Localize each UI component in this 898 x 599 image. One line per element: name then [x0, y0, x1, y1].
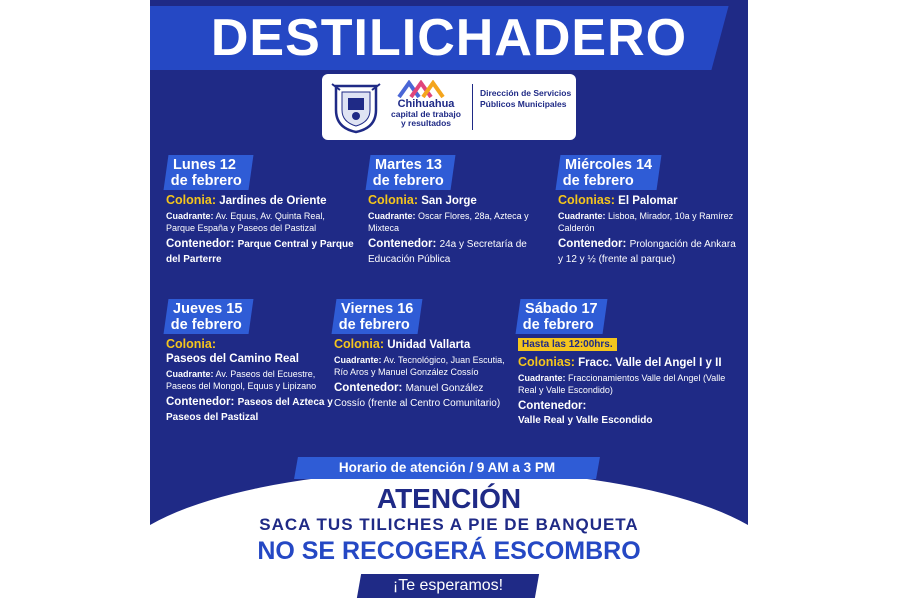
poster: [150, 0, 748, 599]
cuadrante-label: Cuadrante:: [558, 211, 606, 221]
warning-text: NO SE RECOGERÁ ESCOMBRO: [257, 537, 641, 565]
cuadrante-value: Av. Equus, Av. Quinta Real, Parque España y Paseos del Pastizal: [166, 211, 325, 233]
cuadrante-value: Lisboa, Mirador, 10a y Ramírez Calderón: [558, 211, 734, 233]
contenedor-label: Contenedor:: [518, 400, 587, 412]
cuadrante-value: Av. Paseos del Ecuestre, Paseos del Mongol, Equus y Lipizano: [166, 369, 317, 391]
cuadrante-value: Oscar Flores, 28a, Azteca y Mixteca: [368, 211, 529, 233]
contenedor-label: Contenedor:: [166, 396, 235, 408]
date-day: Miércoles 14: [565, 157, 653, 173]
day-block-martes: [368, 155, 548, 267]
date-day: Sábado 17: [525, 301, 598, 317]
day-block-viernes: [334, 299, 514, 411]
date-month: de febrero: [338, 317, 410, 333]
date-day: Lunes 12: [173, 157, 236, 173]
logo-box: [322, 74, 576, 140]
hours-text: Horario de atención / 9 AM a 3 PM: [338, 460, 556, 475]
contenedor-value: 24a y Secretaría de Educación Pública: [368, 239, 527, 265]
colonia-label: Colonia:: [368, 193, 418, 207]
colonia-value: San Jorge: [421, 195, 477, 207]
contenedor-label: Contenedor:: [558, 238, 627, 250]
cuadrante-label: Cuadrante:: [368, 211, 416, 221]
cuadrante-label: Cuadrante:: [166, 369, 214, 379]
closing-text: ¡Te esperamos!: [392, 577, 504, 594]
logo-city: Chihuahua: [397, 98, 455, 110]
colonia-label: Colonia:: [166, 337, 216, 351]
day-block-miercoles: [558, 155, 738, 267]
chihuahua-logo-icon: [397, 80, 447, 98]
date-month: de febrero: [170, 317, 242, 333]
day-block-lunes: [166, 155, 356, 267]
colonia-value: El Palomar: [618, 195, 678, 207]
colonia-value: Fracc. Valle del Angel I y II: [578, 357, 722, 369]
date-day: Viernes 16: [341, 301, 414, 317]
attention-heading: ATENCIÓN: [376, 483, 522, 514]
contenedor-value: Manuel González Cossío (frente al Centro Comunitario): [334, 383, 501, 409]
contenedor-value: Parque Central y Parque del Parterre: [166, 239, 354, 265]
page-title: DESTILICHADERO: [210, 9, 688, 67]
logo-divider: [472, 84, 473, 130]
hours-banner: [294, 457, 600, 479]
cuadrante-label: Cuadrante:: [334, 355, 382, 365]
hours-badge: Hasta las 12:00hrs.: [518, 338, 617, 351]
colonia-value: Paseos del Camino Real: [166, 353, 299, 365]
date-day: Jueves 15: [173, 301, 243, 317]
date-month: de febrero: [372, 173, 444, 189]
logo-tagline-1: capital de trabajo: [391, 109, 461, 119]
contenedor-value: Valle Real y Valle Escondido: [518, 415, 653, 426]
cuadrante-label: Cuadrante:: [166, 211, 214, 221]
date-tag: [164, 299, 254, 334]
cuadrante-value: Av. Tecnológico, Juan Escutia, Río Aros y Manuel González Cossío: [334, 355, 505, 377]
date-tag: [556, 155, 662, 190]
colonia-label: Colonia:: [334, 337, 384, 351]
closing-banner: [357, 574, 539, 598]
logo-tagline-2: y resultados: [400, 118, 452, 128]
day-block-sabado: [518, 299, 740, 428]
department-name: Dirección de Servicios Públicos Municipales: [480, 88, 572, 109]
date-month: de febrero: [522, 317, 594, 333]
date-tag: [164, 155, 254, 190]
instruction-text: SACA TUS TILICHES A PIE DE BANQUETA: [259, 515, 639, 534]
colonia-label: Colonias:: [518, 355, 575, 369]
date-month: de febrero: [562, 173, 634, 189]
date-tag: [332, 299, 423, 334]
cuadrante-value: Fraccionamientos Valle del Angel (Valle Real y Valle Escondido): [518, 373, 726, 395]
cuadrante-label: Cuadrante:: [518, 373, 566, 383]
colonia-label: Colonias:: [558, 193, 615, 207]
colonia-value: Unidad Vallarta: [387, 339, 471, 351]
contenedor-value: Paseos del Azteca y Paseos del Pastizal: [166, 397, 333, 423]
colonia-label: Colonia:: [166, 193, 216, 207]
date-month: de febrero: [170, 173, 242, 189]
contenedor-label: Contenedor:: [368, 238, 437, 250]
contenedor-label: Contenedor:: [334, 382, 403, 394]
coat-of-arms-icon: [330, 80, 382, 134]
contenedor-label: Contenedor:: [166, 238, 235, 250]
colonia-value: Jardines de Oriente: [219, 195, 327, 207]
date-day: Martes 13: [375, 157, 442, 173]
day-block-jueves: [166, 299, 336, 425]
contenedor-value: Prolongación de Ankara y 12 y ½ (frente al parque): [558, 239, 736, 265]
logo-tagline: [386, 110, 466, 128]
date-tag: [516, 299, 607, 334]
date-tag: [366, 155, 456, 190]
